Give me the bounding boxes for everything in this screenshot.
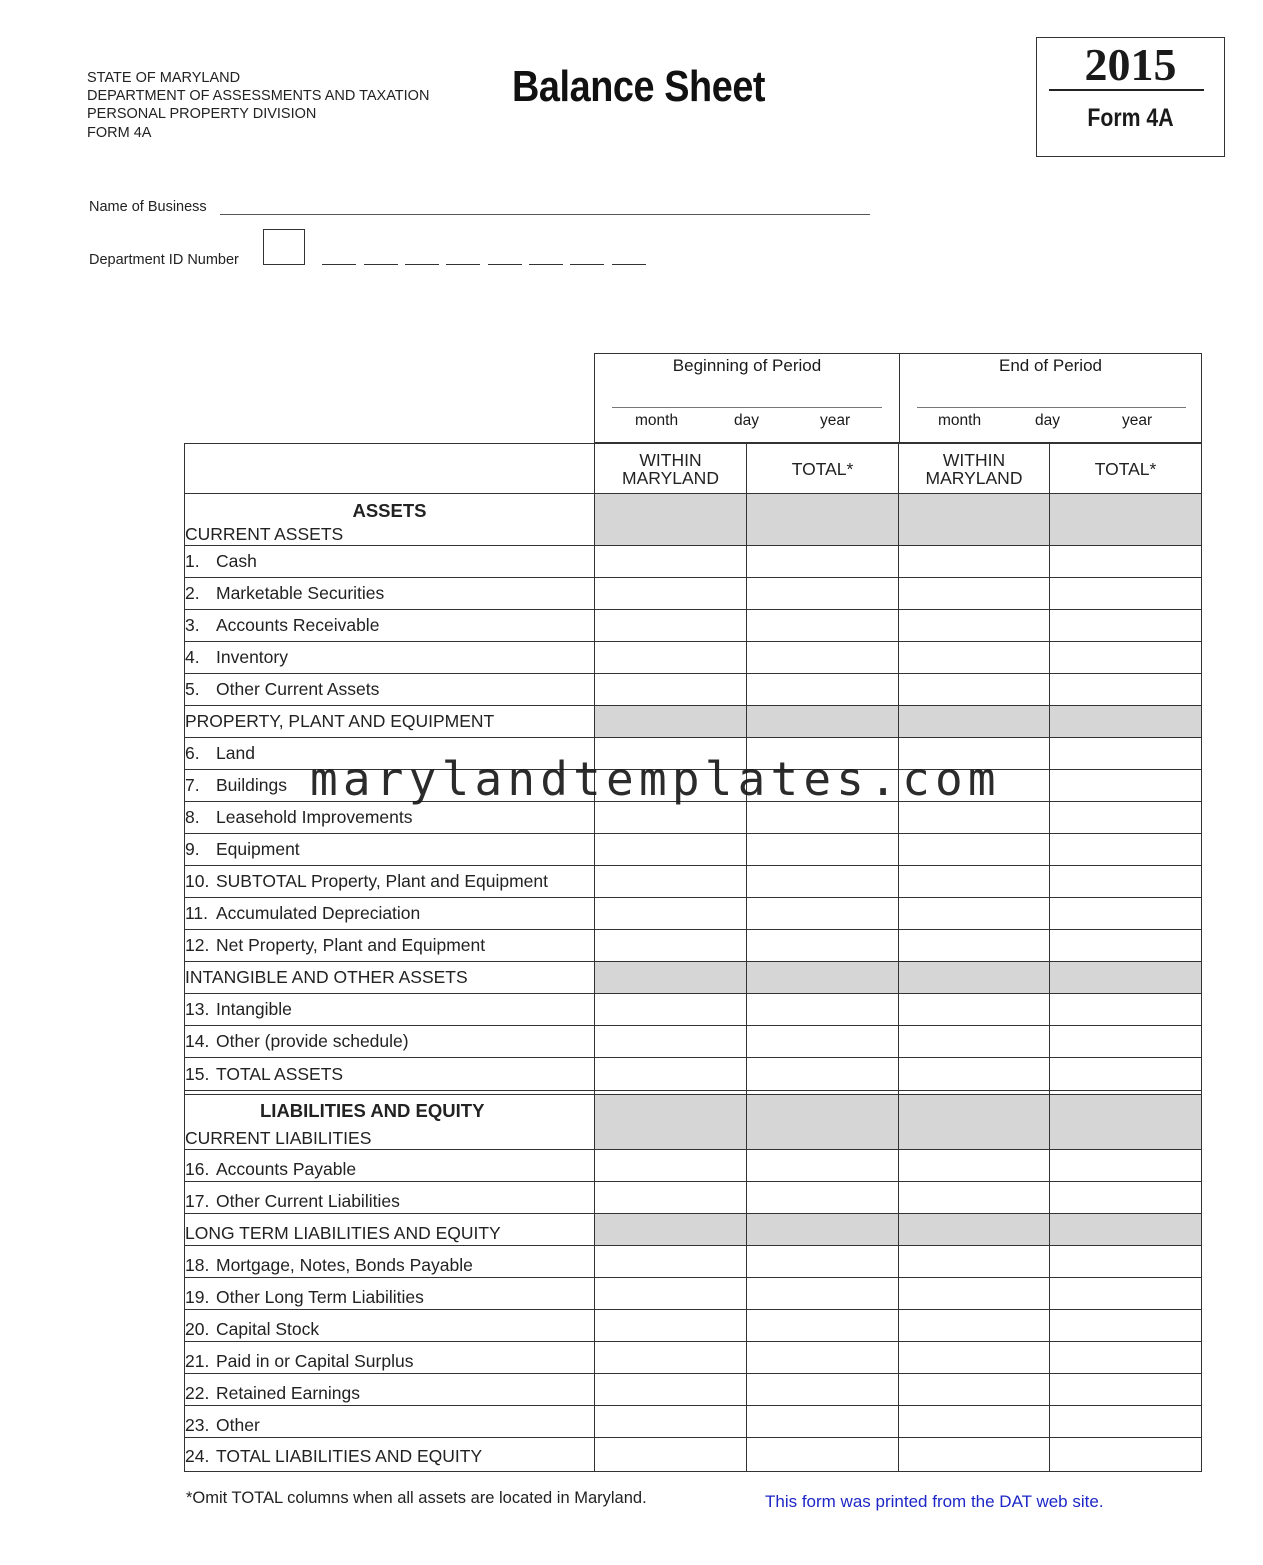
beginning-year-label: year xyxy=(820,412,851,429)
section-row xyxy=(185,962,1202,994)
input-cell[interactable] xyxy=(747,930,899,962)
input-cell[interactable] xyxy=(747,1182,899,1214)
agency-line: DEPARTMENT OF ASSESSMENTS AND TAXATION xyxy=(87,88,430,105)
input-cell[interactable] xyxy=(1050,1150,1202,1182)
input-cell[interactable] xyxy=(1050,610,1202,642)
line-row xyxy=(185,674,1202,706)
input-cell[interactable] xyxy=(595,1026,747,1058)
input-cell[interactable] xyxy=(1050,994,1202,1026)
input-cell[interactable] xyxy=(595,546,747,578)
line-number: 23. xyxy=(185,1415,210,1435)
line-row xyxy=(185,866,1202,898)
line-row xyxy=(185,546,1202,578)
page-title: Balance Sheet xyxy=(512,62,766,111)
shaded-cell xyxy=(1050,706,1202,738)
line-row xyxy=(185,1438,1202,1472)
line-text: Buildings xyxy=(216,775,288,795)
shaded-cell xyxy=(747,1214,899,1246)
department-id-digit-blank[interactable] xyxy=(446,264,480,265)
name-of-business-label: Name of Business xyxy=(89,199,207,215)
line-text: Mortgage, Notes, Bonds Payable xyxy=(216,1255,473,1275)
department-id-digit-blank[interactable] xyxy=(322,264,356,265)
department-id-digit-blank[interactable] xyxy=(570,264,604,265)
input-cell[interactable] xyxy=(747,898,899,930)
ppe-heading: PROPERTY, PLANT AND EQUIPMENT xyxy=(185,706,595,738)
input-cell[interactable] xyxy=(595,1438,747,1472)
input-cell[interactable] xyxy=(747,610,899,642)
assets-heading-cell xyxy=(185,494,595,546)
line-row xyxy=(185,1182,1202,1214)
line-label xyxy=(185,610,595,642)
line-label xyxy=(185,1150,595,1182)
line-number: 14. xyxy=(185,1031,210,1051)
shaded-cell xyxy=(595,706,747,738)
input-cell[interactable] xyxy=(899,1438,1050,1472)
name-of-business-underline xyxy=(220,214,870,215)
end-period-title: End of Period xyxy=(998,356,1102,375)
department-id-digit-blank[interactable] xyxy=(405,264,439,265)
input-cell[interactable] xyxy=(747,1026,899,1058)
line-label xyxy=(185,1310,595,1342)
input-cell[interactable] xyxy=(899,578,1050,610)
line-row xyxy=(185,1026,1202,1058)
input-cell[interactable] xyxy=(747,642,899,674)
line-text: Equipment xyxy=(216,839,300,859)
shaded-cell xyxy=(899,494,1050,546)
line-text: Land xyxy=(216,743,255,763)
input-cell[interactable] xyxy=(595,834,747,866)
department-id-prefix-box[interactable] xyxy=(263,229,305,265)
line-number: 11. xyxy=(185,903,209,923)
watermark-text: marylandtemplates.com xyxy=(310,752,1001,806)
line-label xyxy=(185,1278,595,1310)
line-text: Accounts Receivable xyxy=(216,615,380,635)
input-cell[interactable] xyxy=(595,642,747,674)
input-cell[interactable] xyxy=(1050,642,1202,674)
department-id-label: Department ID Number xyxy=(89,252,239,268)
balance-sheet-table xyxy=(184,443,1202,1472)
shaded-cell xyxy=(595,1095,747,1150)
line-label xyxy=(185,578,595,610)
line-text: Capital Stock xyxy=(216,1319,320,1339)
line-number: 15. xyxy=(185,1063,210,1084)
line-text: Other Long Term Liabilities xyxy=(216,1287,424,1307)
line-row xyxy=(185,1246,1202,1278)
input-cell[interactable] xyxy=(747,1438,899,1472)
line-number: 1. xyxy=(185,551,200,571)
line-label xyxy=(185,834,595,866)
input-cell[interactable] xyxy=(1050,802,1202,834)
line-text: Intangible xyxy=(216,999,292,1019)
shaded-cell xyxy=(1050,494,1202,546)
line-row xyxy=(185,1278,1202,1310)
department-id-digit-blank[interactable] xyxy=(364,264,398,265)
line-row xyxy=(185,1406,1202,1438)
input-cell[interactable] xyxy=(899,610,1050,642)
input-cell[interactable] xyxy=(1050,1310,1202,1342)
input-cell[interactable] xyxy=(899,1058,1050,1091)
line-number: 4. xyxy=(185,647,200,667)
input-cell[interactable] xyxy=(899,1246,1050,1278)
input-cell[interactable] xyxy=(747,546,899,578)
line-row xyxy=(185,1374,1202,1406)
input-cell[interactable] xyxy=(1050,738,1202,770)
input-cell[interactable] xyxy=(899,1342,1050,1374)
line-text: Inventory xyxy=(216,647,288,667)
line-number: 9. xyxy=(185,839,200,859)
section-row xyxy=(185,706,1202,738)
line-row xyxy=(185,834,1202,866)
input-cell[interactable] xyxy=(595,1342,747,1374)
input-cell[interactable] xyxy=(1050,1438,1202,1472)
line-number: 5. xyxy=(185,679,200,699)
line-number: 6. xyxy=(185,743,200,763)
input-cell[interactable] xyxy=(747,1374,899,1406)
line-label xyxy=(185,1058,595,1091)
input-cell[interactable] xyxy=(1050,1374,1202,1406)
line-text: TOTAL ASSETS xyxy=(216,1063,344,1084)
input-cell[interactable] xyxy=(899,546,1050,578)
long-term-heading: LONG TERM LIABILITIES AND EQUITY xyxy=(185,1214,595,1246)
input-cell[interactable] xyxy=(595,898,747,930)
shaded-cell xyxy=(1050,1095,1202,1150)
input-cell[interactable] xyxy=(1050,1026,1202,1058)
input-cell[interactable] xyxy=(899,898,1050,930)
input-cell[interactable] xyxy=(595,1150,747,1182)
input-cell[interactable] xyxy=(1050,1182,1202,1214)
line-number: 16. xyxy=(185,1159,210,1179)
input-cell[interactable] xyxy=(747,1310,899,1342)
line-number: 21. xyxy=(185,1351,210,1371)
input-cell[interactable] xyxy=(899,802,1050,834)
line-number: 24. xyxy=(185,1446,210,1466)
end-date-line[interactable] xyxy=(917,407,1186,408)
blank-header-cell xyxy=(185,444,595,494)
col-begin-total: TOTAL* xyxy=(747,444,899,494)
input-cell[interactable] xyxy=(595,610,747,642)
input-cell[interactable] xyxy=(899,1026,1050,1058)
input-cell[interactable] xyxy=(747,1278,899,1310)
line-label xyxy=(185,674,595,706)
input-cell[interactable] xyxy=(1050,1278,1202,1310)
input-cell[interactable] xyxy=(899,834,1050,866)
line-label xyxy=(185,1246,595,1278)
line-label xyxy=(185,994,595,1026)
beginning-day-label: day xyxy=(734,412,759,429)
input-cell[interactable] xyxy=(595,578,747,610)
line-label xyxy=(185,802,595,834)
column-header-row xyxy=(185,444,1202,494)
end-month-label: month xyxy=(938,412,982,429)
assets-header-row xyxy=(185,494,1202,546)
department-id-digit-blank[interactable] xyxy=(612,264,646,265)
input-cell[interactable] xyxy=(899,1182,1050,1214)
line-number: 13. xyxy=(185,999,210,1019)
line-row xyxy=(185,898,1202,930)
line-row xyxy=(185,1310,1202,1342)
line-row xyxy=(185,994,1202,1026)
input-cell[interactable] xyxy=(747,866,899,898)
line-text: Other Current Assets xyxy=(216,679,380,699)
end-year-label: year xyxy=(1122,412,1153,429)
beginning-month-label: month xyxy=(635,412,679,429)
line-label xyxy=(185,546,595,578)
line-label xyxy=(185,1406,595,1438)
line-text: TOTAL LIABILITIES AND EQUITY xyxy=(216,1446,483,1466)
line-label xyxy=(185,1342,595,1374)
input-cell[interactable] xyxy=(899,674,1050,706)
shaded-cell xyxy=(595,494,747,546)
section-row xyxy=(185,1214,1202,1246)
line-label xyxy=(185,898,595,930)
beginning-of-period-header xyxy=(594,353,900,443)
current-liabilities-heading: CURRENT LIABILITIES xyxy=(185,1128,372,1148)
line-row xyxy=(185,610,1202,642)
shaded-cell xyxy=(1050,962,1202,994)
line-row xyxy=(185,1342,1202,1374)
agency-block xyxy=(87,69,429,142)
line-number: 17. xyxy=(185,1191,210,1211)
line-row xyxy=(185,930,1202,962)
shaded-cell xyxy=(747,962,899,994)
department-id-digit-blank[interactable] xyxy=(488,264,522,265)
input-cell[interactable] xyxy=(595,1310,747,1342)
line-text: Other Current Liabilities xyxy=(216,1191,400,1211)
beginning-period-title: Beginning of Period xyxy=(672,356,822,375)
input-cell[interactable] xyxy=(595,930,747,962)
line-number: 7. xyxy=(185,775,200,795)
line-text: Cash xyxy=(216,551,257,571)
line-text: Net Property, Plant and Equipment xyxy=(216,935,486,955)
year-divider xyxy=(1049,89,1204,91)
input-cell[interactable] xyxy=(747,834,899,866)
shaded-cell xyxy=(747,1095,899,1150)
input-cell[interactable] xyxy=(747,994,899,1026)
input-cell[interactable] xyxy=(1050,1406,1202,1438)
line-label xyxy=(185,642,595,674)
form-number: Form 4A xyxy=(1087,104,1174,132)
shaded-cell xyxy=(595,962,747,994)
line-number: 22. xyxy=(185,1383,210,1403)
input-cell[interactable] xyxy=(1050,770,1202,802)
input-cell[interactable] xyxy=(595,1058,747,1091)
line-text: Marketable Securities xyxy=(216,583,385,603)
line-label xyxy=(185,930,595,962)
shaded-cell xyxy=(1050,1214,1202,1246)
input-cell[interactable] xyxy=(595,1374,747,1406)
agency-line: PERSONAL PROPERTY DIVISION xyxy=(87,106,317,123)
input-cell[interactable] xyxy=(747,1150,899,1182)
input-cell[interactable] xyxy=(899,930,1050,962)
line-text: Accounts Payable xyxy=(216,1159,357,1179)
shaded-cell xyxy=(595,1214,747,1246)
input-cell[interactable] xyxy=(899,642,1050,674)
department-id-digit-blank[interactable] xyxy=(529,264,563,265)
beginning-date-line[interactable] xyxy=(612,407,882,408)
line-text: Accumulated Depreciation xyxy=(216,903,421,923)
input-cell[interactable] xyxy=(1050,898,1202,930)
line-number: 2. xyxy=(185,583,200,603)
line-text: Other (provide schedule) xyxy=(216,1031,409,1051)
input-cell[interactable] xyxy=(1050,866,1202,898)
shaded-cell xyxy=(899,1214,1050,1246)
liabilities-equity-heading: LIABILITIES AND EQUITY xyxy=(260,1100,485,1121)
input-cell[interactable] xyxy=(595,1182,747,1214)
line-number: 19. xyxy=(185,1287,210,1307)
line-label xyxy=(185,1182,595,1214)
col-end-within-maryland: WITHIN MARYLAND xyxy=(899,444,1050,494)
input-cell[interactable] xyxy=(747,802,899,834)
input-cell[interactable] xyxy=(1050,1246,1202,1278)
shaded-cell xyxy=(899,706,1050,738)
shaded-cell xyxy=(899,962,1050,994)
input-cell[interactable] xyxy=(899,1406,1050,1438)
liabilities-heading-cell xyxy=(185,1095,595,1150)
line-label xyxy=(185,1438,595,1472)
input-cell[interactable] xyxy=(1050,578,1202,610)
input-cell[interactable] xyxy=(899,994,1050,1026)
input-cell[interactable] xyxy=(1050,1342,1202,1374)
input-cell[interactable] xyxy=(899,1374,1050,1406)
line-text: Other xyxy=(216,1415,260,1435)
agency-line: STATE OF MARYLAND xyxy=(87,70,241,86)
liabilities-header-row xyxy=(185,1095,1202,1150)
input-cell[interactable] xyxy=(899,1310,1050,1342)
input-cell[interactable] xyxy=(747,1058,899,1091)
line-label xyxy=(185,1026,595,1058)
input-cell[interactable] xyxy=(747,674,899,706)
input-cell[interactable] xyxy=(595,866,747,898)
input-cell[interactable] xyxy=(595,1406,747,1438)
line-label xyxy=(185,866,595,898)
input-cell[interactable] xyxy=(747,1406,899,1438)
line-number: 3. xyxy=(185,615,200,635)
line-row xyxy=(185,1150,1202,1182)
year-box xyxy=(1036,37,1225,157)
input-cell[interactable] xyxy=(899,866,1050,898)
intangible-heading: INTANGIBLE AND OTHER ASSETS xyxy=(185,962,595,994)
end-day-label: day xyxy=(1035,412,1060,429)
input-cell[interactable] xyxy=(1050,1058,1202,1091)
line-text: SUBTOTAL Property, Plant and Equipment xyxy=(216,871,549,891)
input-cell[interactable] xyxy=(747,578,899,610)
shaded-cell xyxy=(747,494,899,546)
line-text: Paid in or Capital Surplus xyxy=(216,1351,414,1371)
input-cell[interactable] xyxy=(1050,674,1202,706)
input-cell[interactable] xyxy=(595,802,747,834)
total-columns-footnote: *Omit TOTAL columns when all assets are located in Maryland. xyxy=(186,1489,647,1507)
agency-line: FORM 4A xyxy=(87,124,152,141)
shaded-cell xyxy=(899,1095,1050,1150)
col-begin-within-maryland: WITHIN MARYLAND xyxy=(595,444,747,494)
input-cell[interactable] xyxy=(899,1278,1050,1310)
input-cell[interactable] xyxy=(595,1278,747,1310)
input-cell[interactable] xyxy=(747,1342,899,1374)
col-end-total: TOTAL* xyxy=(1050,444,1202,494)
printed-from-note: This form was printed from the DAT web site. xyxy=(765,1492,1104,1511)
line-row xyxy=(185,578,1202,610)
line-text: Leasehold Improvements xyxy=(216,807,413,827)
line-label xyxy=(185,1374,595,1406)
input-cell[interactable] xyxy=(747,1246,899,1278)
line-text: Retained Earnings xyxy=(216,1383,360,1403)
input-cell[interactable] xyxy=(1050,930,1202,962)
line-number: 12. xyxy=(185,935,210,955)
input-cell[interactable] xyxy=(595,994,747,1026)
line-number: 20. xyxy=(185,1319,210,1339)
line-row xyxy=(185,802,1202,834)
input-cell[interactable] xyxy=(1050,834,1202,866)
input-cell[interactable] xyxy=(1050,546,1202,578)
input-cell[interactable] xyxy=(595,1246,747,1278)
input-cell[interactable] xyxy=(595,674,747,706)
shaded-cell xyxy=(747,706,899,738)
end-of-period-header xyxy=(899,353,1202,443)
line-number: 10. xyxy=(185,871,210,891)
form-year: 2015 xyxy=(1084,39,1177,90)
line-number: 18. xyxy=(185,1255,210,1275)
line-row xyxy=(185,642,1202,674)
assets-heading: ASSETS xyxy=(352,500,427,521)
current-assets-heading: CURRENT ASSETS xyxy=(185,524,344,544)
line-row xyxy=(185,1058,1202,1091)
line-number: 8. xyxy=(185,807,200,827)
input-cell[interactable] xyxy=(899,1150,1050,1182)
